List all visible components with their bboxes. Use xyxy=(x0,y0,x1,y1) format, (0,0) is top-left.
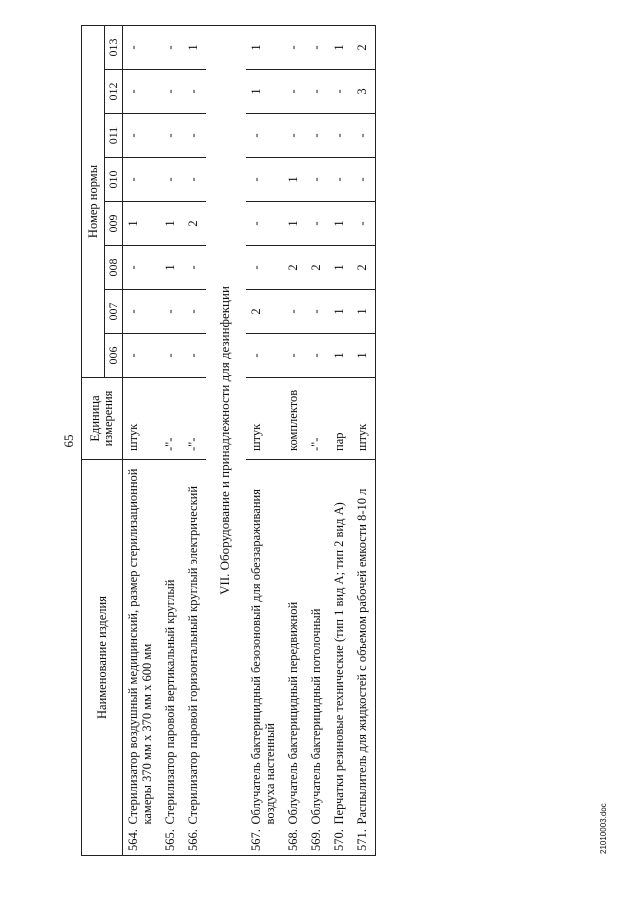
col-header-unit: Единица измерения xyxy=(82,378,123,460)
item-unit: штук xyxy=(352,378,376,460)
table-row xyxy=(160,25,183,855)
norm-value: 1 xyxy=(352,290,376,334)
norm-value: - xyxy=(123,290,161,334)
norm-code: 013 xyxy=(105,25,123,69)
norm-value: - xyxy=(123,158,161,202)
norm-value: - xyxy=(183,114,206,158)
norm-value: 2 xyxy=(352,25,376,69)
norm-value: - xyxy=(283,114,306,158)
norm-value: - xyxy=(123,70,161,114)
norm-value: 2 xyxy=(352,246,376,290)
norm-value: - xyxy=(306,334,329,378)
norm-value: 1 xyxy=(329,25,352,69)
norm-value: - xyxy=(246,114,283,158)
norm-value: - xyxy=(160,334,183,378)
col-header-norms: Номер нормы xyxy=(82,25,105,377)
norm-value: - xyxy=(352,158,376,202)
table-row xyxy=(306,25,329,855)
table-row xyxy=(246,25,283,855)
norm-value: - xyxy=(183,334,206,378)
norm-value: - xyxy=(306,158,329,202)
norm-value: - xyxy=(160,158,183,202)
table-row xyxy=(283,25,306,855)
norm-value: - xyxy=(123,334,161,378)
item-number: 570. xyxy=(329,828,352,856)
norm-value: 1 xyxy=(329,246,352,290)
table-body xyxy=(123,25,376,855)
norm-value: 1 xyxy=(329,202,352,246)
norm-value: 2 xyxy=(283,246,306,290)
item-number: 566. xyxy=(183,828,206,856)
item-name: Облучатель бактерицидный потолочный xyxy=(306,460,329,828)
norm-value: 1 xyxy=(160,202,183,246)
norm-value: 1 xyxy=(160,246,183,290)
norm-code: 010 xyxy=(105,158,123,202)
item-unit: -"- xyxy=(306,378,329,460)
norm-value: - xyxy=(306,202,329,246)
item-unit: штук xyxy=(246,378,283,460)
norm-code: 006 xyxy=(105,334,123,378)
item-name: Распылитель для жидкостей с объемом рабочей емкости 8-10 л xyxy=(352,460,376,828)
item-unit: -"- xyxy=(160,378,183,460)
norm-value: 1 xyxy=(123,202,161,246)
norm-value: - xyxy=(246,334,283,378)
norm-value: 1 xyxy=(246,25,283,69)
norm-value: 3 xyxy=(352,70,376,114)
norm-value: - xyxy=(283,70,306,114)
norm-code: 007 xyxy=(105,290,123,334)
norm-value: - xyxy=(306,25,329,69)
norm-value: 1 xyxy=(329,334,352,378)
item-name: Стерилизатор паровой вертикальный круглый xyxy=(160,460,183,828)
norm-value: - xyxy=(183,158,206,202)
norm-value: - xyxy=(352,202,376,246)
col-header-name: Наименование изделия xyxy=(82,460,123,856)
item-unit: штук xyxy=(123,378,161,460)
norm-value: - xyxy=(246,158,283,202)
norm-value: - xyxy=(246,202,283,246)
norm-code: 008 xyxy=(105,246,123,290)
norm-value: - xyxy=(183,290,206,334)
norm-value: - xyxy=(283,334,306,378)
norm-value: - xyxy=(329,158,352,202)
norm-value: - xyxy=(306,290,329,334)
norm-value: - xyxy=(160,70,183,114)
norm-value: - xyxy=(183,70,206,114)
norm-value: - xyxy=(329,114,352,158)
table-row xyxy=(183,25,206,855)
item-number: 569. xyxy=(306,828,329,856)
norm-value: - xyxy=(160,25,183,69)
norm-value: - xyxy=(123,114,161,158)
norm-value: - xyxy=(283,25,306,69)
page-number: 65 xyxy=(61,434,76,448)
norm-value: - xyxy=(183,246,206,290)
norm-value: 1 xyxy=(283,202,306,246)
norm-value: 2 xyxy=(306,246,329,290)
norm-code: 009 xyxy=(105,202,123,246)
rotated-sheet xyxy=(59,26,619,856)
section-row xyxy=(206,25,246,855)
table-row xyxy=(123,25,161,855)
item-unit: пар xyxy=(329,378,352,460)
norm-value: - xyxy=(306,70,329,114)
item-name: Облучатель бактерицидный передвижной xyxy=(283,460,306,828)
norm-value: 1 xyxy=(352,334,376,378)
item-name: Стерилизатор паровой горизонтальный круглый электрический xyxy=(183,460,206,828)
norm-code: 012 xyxy=(105,70,123,114)
table-row xyxy=(329,25,352,855)
item-number: 567. xyxy=(246,828,283,856)
norm-value: 2 xyxy=(183,202,206,246)
norm-value: - xyxy=(329,70,352,114)
item-name: Облучатель бактерицидный безозоновый для обеззараживания воздуха настенный xyxy=(246,460,283,828)
norm-value: - xyxy=(283,290,306,334)
norm-value: - xyxy=(160,290,183,334)
norm-value: - xyxy=(352,114,376,158)
item-name: Стерилизатор воздушный медицинский, размер стерилизационной камеры 370 мм х 370 мм х 600 мм xyxy=(123,460,161,828)
norm-value: - xyxy=(123,246,161,290)
document-code: 21010003.doc xyxy=(599,803,608,854)
norm-value: - xyxy=(123,25,161,69)
item-number: 571. xyxy=(352,828,376,856)
item-number: 565. xyxy=(160,828,183,856)
norm-value: - xyxy=(246,246,283,290)
item-name: Перчатки резиновые технические (тип 1 вид А; тип 2 вид А) xyxy=(329,460,352,828)
equipment-table xyxy=(81,25,376,856)
norm-value: - xyxy=(306,114,329,158)
section-title: VII. Оборудование и принадлежности для дезинфекции xyxy=(206,25,246,855)
norm-value: 1 xyxy=(246,70,283,114)
item-unit: комплектов xyxy=(283,378,306,460)
item-unit: -"- xyxy=(183,378,206,460)
item-number: 568. xyxy=(283,828,306,856)
norm-value: - xyxy=(160,114,183,158)
item-number: 564. xyxy=(123,828,161,856)
norm-value: 2 xyxy=(246,290,283,334)
table-row xyxy=(352,25,376,855)
norm-value: 1 xyxy=(329,290,352,334)
norm-value: 1 xyxy=(183,25,206,69)
norm-value: 1 xyxy=(283,158,306,202)
norm-code: 011 xyxy=(105,114,123,158)
